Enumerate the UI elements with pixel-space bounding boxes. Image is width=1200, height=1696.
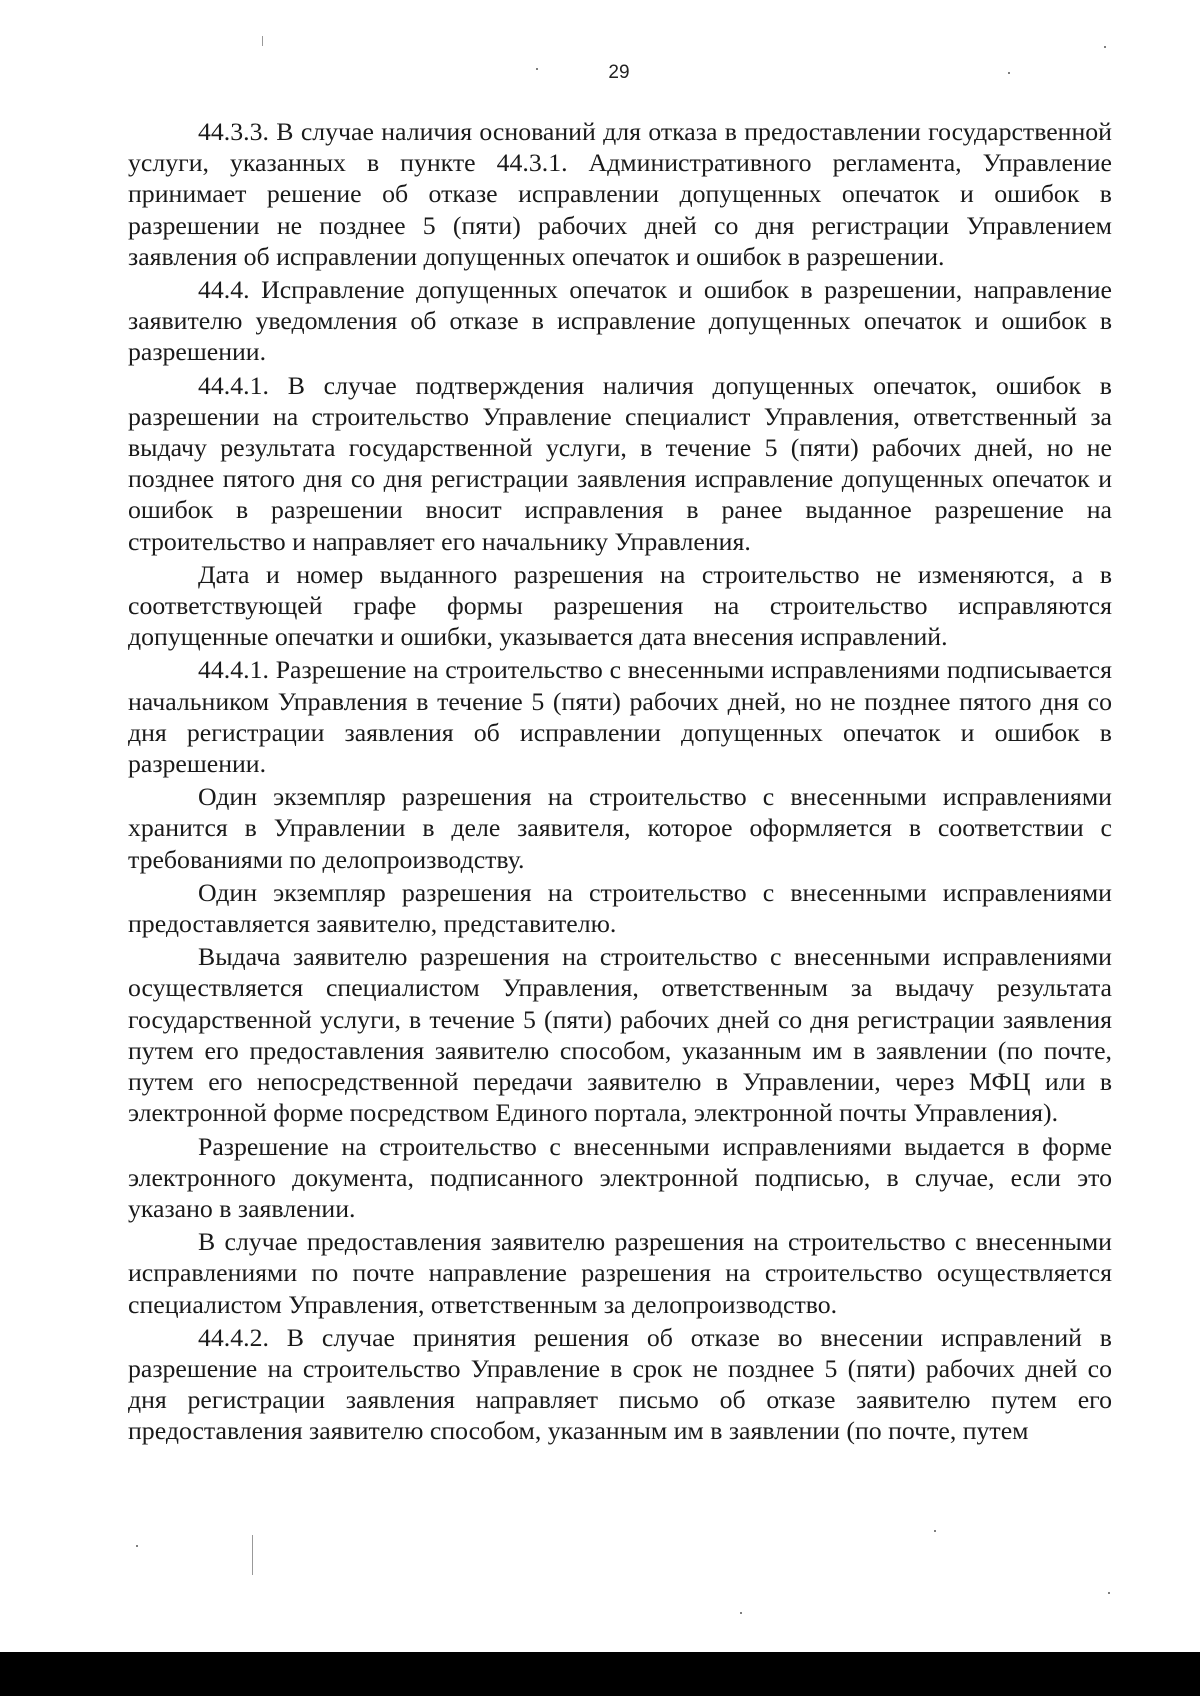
scan-speck <box>934 1530 936 1532</box>
scan-speck <box>1008 72 1010 74</box>
paragraph-issuance: Выдача заявителю разрешения на строительство с внесенными исправлениями осуществляется специалистом Управления, ответственным за выдачу результата государственной услуги, в течение 5 (пяти) рабочих дней со дня регистрации заявления путем его предоставления заявителю способом, указанным им в заявлении (по почте, путем его непосредственной передачи заявителю в Управлении, через МФЦ или в электронной форме посредством Единого портала, электронной почты Управления). <box>128 942 1112 1128</box>
scan-speck <box>1104 46 1106 48</box>
paragraph-by-mail: В случае предоставления заявителю разрешения на строительство с внесенными исправлениями по почте направление разрешения на строительство осуществляется специалистом Управления, ответственным за делопроизводство. <box>128 1227 1112 1319</box>
scan-mark <box>262 36 263 46</box>
scan-speck <box>136 1545 138 1547</box>
scan-speck <box>536 68 538 70</box>
paragraph-date-and-number: Дата и номер выданного разрешения на строительство не изменяются, а в соответствующей графе формы разрешения на строительство исправляются допущенные опечатки и ошибки, указывается дата внесения исправлений. <box>128 559 1112 652</box>
paragraph-44-4: 44.4. Исправление допущенных опечаток и ошибок в разрешении, направление заявителю уведомления об отказе в исправление допущенных опечаток и ошибок в разрешении. <box>128 275 1112 367</box>
scan-speck <box>740 1612 742 1614</box>
paragraph-44-4-1-signing: 44.4.1. Разрешение на строительство с внесенными исправлениями подписывается начальником Управления в течение 5 (пяти) рабочих дней, но не позднее пятого дня со дня регистрации заявления об исправлении допущенных опечаток и ошибок в разрешении. <box>128 655 1112 779</box>
paragraph-44-4-1: 44.4.1. В случае подтверждения наличия допущенных опечаток, ошибок в разрешении на строительство Управление специалист Управления, ответственный за выдачу результата государственной услуги, в течение 5 (пяти) рабочих дней, но не позднее пятого дня со дня регистрации заявления исправление допущенных опечаток и ошибок в разрешении вносит исправления в ранее выданное разрешение на строительство и направляет его начальнику Управления. <box>128 370 1112 556</box>
scan-speck <box>1108 1592 1110 1594</box>
paragraph-copy-provided: Один экземпляр разрешения на строительство с внесенными исправлениями предоставляется заявителю, представителю. <box>128 877 1112 939</box>
paragraph-44-4-2: 44.4.2. В случае принятия решения об отказе во внесении исправлений в разрешение на строительство Управление в срок не позднее 5 (пяти) рабочих дней со дня регистрации заявления направляет письмо об отказе заявителю путем его предоставления заявителю способом, указанным им в заявлении (по почте, путем <box>128 1322 1112 1446</box>
document-body <box>128 116 1112 1447</box>
paragraph-electronic-form: Разрешение на строительство с внесенными исправлениями выдается в форме электронного документа, подписанного электронной подписью, в случае, если это указано в заявлении. <box>128 1131 1112 1223</box>
scan-mark <box>252 1535 253 1575</box>
paragraph-44-3-3: 44.3.3. В случае наличия оснований для отказа в предоставлении государственной услуги, указанных в пункте 44.3.1. Административного регламента, Управление принимает решение об отказе исправлении допущенных опечаток и ошибок в разрешении не позднее 5 (пяти) рабочих дней со дня регистрации Управлением заявления об исправлении допущенных опечаток и ошибок в разрешении. <box>128 117 1112 271</box>
page-number: 29 <box>608 62 630 83</box>
scan-bottom-edge <box>0 1652 1200 1696</box>
paragraph-copy-kept: Один экземпляр разрешения на строительство с внесенными исправлениями хранится в Управлении в деле заявителя, которое оформляется в соответствии с требованиями по делопроизводству. <box>128 782 1112 874</box>
